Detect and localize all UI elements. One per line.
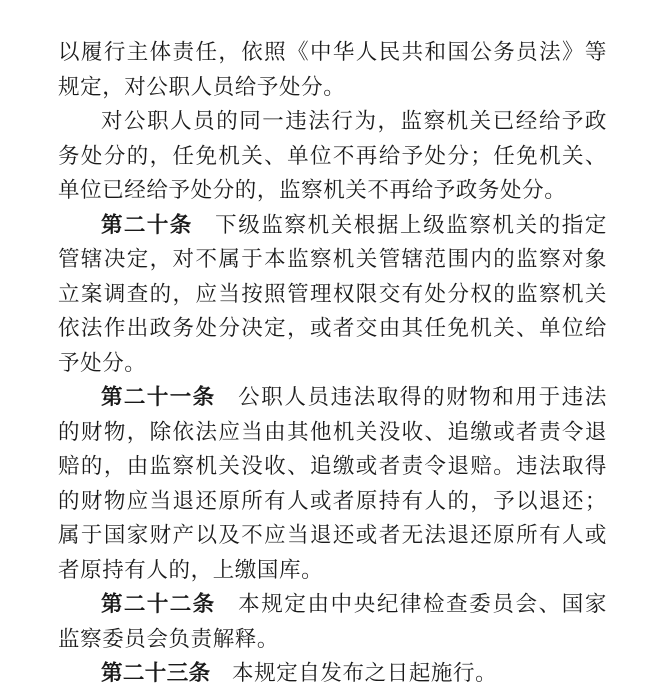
article-21 (58, 381, 607, 588)
paragraph-1 (58, 36, 607, 105)
article-22 (58, 588, 607, 657)
article-23 (58, 657, 607, 692)
paragraph-text: 以履行主体责任，依照《中华人民共和国公务员法》等规定，对公职人员给予处分。 (58, 40, 607, 100)
paragraph-text: 对公职人员的同一违法行为，监察机关已经给予政务处分的，任免机关、单位不再给予处分；任免机关、单位已经给予处分的，监察机关不再给予政务处分。 (58, 109, 607, 203)
paragraph-2 (58, 105, 607, 209)
article-number: 第二十二条 (101, 592, 216, 617)
article-number: 第二十条 (101, 212, 193, 238)
paragraph-text: 公职人员违法取得的财物和用于违法的财物，除依法应当由其他机关没收、追缴或者责令退赔的，由监察机关没收、追缴或者责令退赔。违法取得的财物应当退还原所有人或者原持有人的，予以退还；属于国家财产以及不应当退还或者无法退还原所有人或者原持有人的，上缴国库。 (58, 385, 607, 583)
paragraph-text: 本规定自发布之日起施行。 (232, 661, 498, 686)
article-number: 第二十三条 (101, 661, 211, 686)
paragraph-text: 下级监察机关根据上级监察机关的指定管辖决定，对不属于本监察机关管辖范围内的监察对象立案调查的，应当按照管理权限交有处分权的监察机关依法作出政务处分决定，或者交由其任免机关、单位给予处分。 (58, 212, 607, 376)
article-number: 第二十一条 (101, 385, 216, 410)
article-20 (58, 209, 607, 382)
paragraph-text: 本规定由中央纪律检查委员会、国家监察委员会负责解释。 (58, 592, 607, 652)
